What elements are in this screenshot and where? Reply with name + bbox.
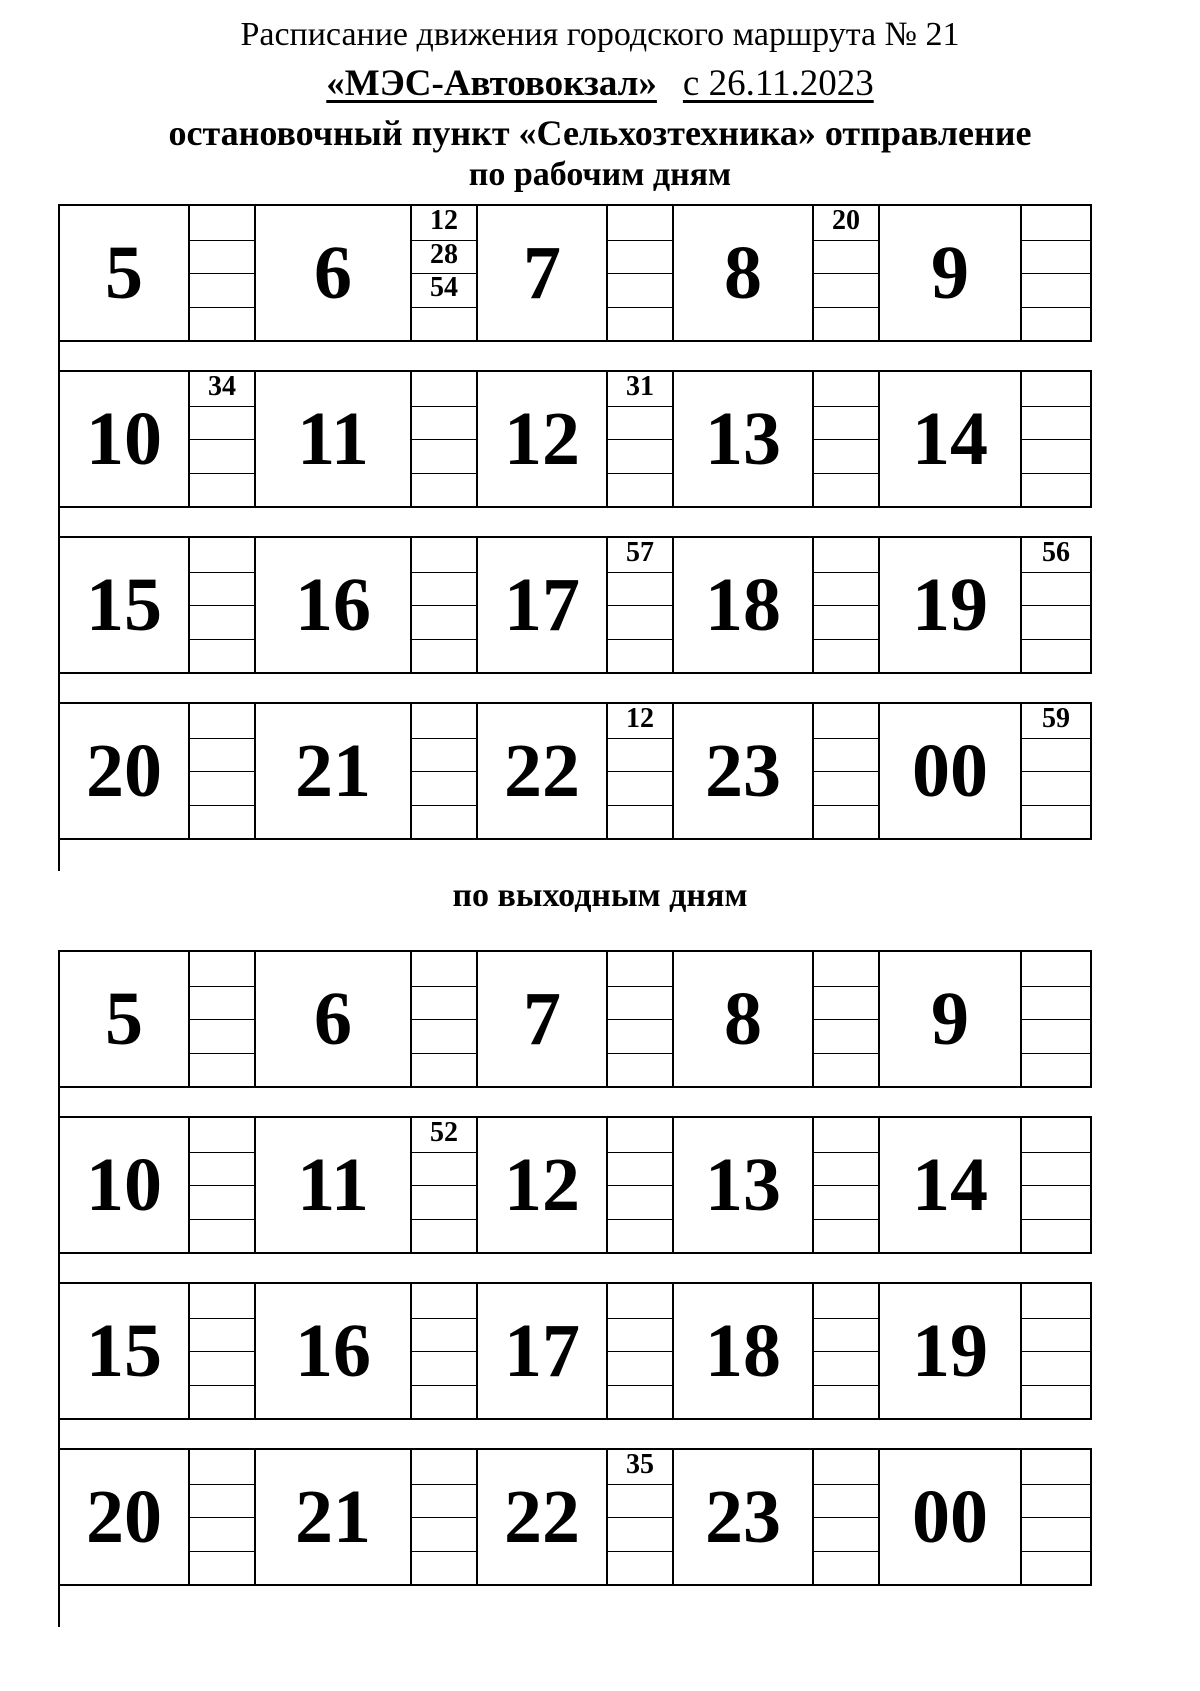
minutes-cell: [412, 702, 478, 840]
minute-slot-divider: [412, 572, 476, 573]
minutes-cell: [1022, 1116, 1092, 1254]
weekday-row: [60, 204, 1156, 342]
departure-minute: 56: [1042, 537, 1070, 568]
minute-slot-divider: [814, 1517, 878, 1518]
hour-cell: 9: [880, 950, 1022, 1088]
minute-slot-divider: [190, 1484, 254, 1485]
minute-slot-divider: [608, 572, 672, 573]
minute-slot-divider: [412, 1385, 476, 1386]
hour-cell: 14: [880, 1116, 1022, 1254]
minute-slot-divider: [814, 1385, 878, 1386]
minutes-cell: [814, 1116, 880, 1254]
minute-slot-divider: [412, 771, 476, 772]
minute-slot-divider: [190, 738, 254, 739]
minute-slot-divider: [1022, 273, 1090, 274]
minute-slot-divider: [412, 473, 476, 474]
minutes-cell: [190, 536, 256, 674]
minute-slot-divider: [608, 1351, 672, 1352]
minute-slot-divider: [1022, 605, 1090, 606]
hour-cell: 20: [60, 702, 190, 840]
minute-slot-divider: [1022, 406, 1090, 407]
minute-slot-divider: [190, 473, 254, 474]
hour-cell: 13: [674, 1116, 814, 1254]
minutes-cell: [608, 1282, 674, 1420]
minute-slot-divider: [412, 439, 476, 440]
minutes-cell: [814, 1282, 880, 1420]
hour-cell: 11: [256, 370, 412, 508]
minute-slot-divider: [412, 805, 476, 806]
hour-cell: 16: [256, 1282, 412, 1420]
minute-slot-divider: [190, 1152, 254, 1153]
minutes-cell: [814, 702, 880, 840]
minute-slot-divider: [190, 1517, 254, 1518]
minute-slot-divider: [608, 1385, 672, 1386]
minute-slot-divider: [608, 1185, 672, 1186]
minute-slot-divider: [1022, 771, 1090, 772]
minute-slot-divider: [814, 1053, 878, 1054]
hour-cell: 23: [674, 702, 814, 840]
minute-slot-divider: [1022, 1551, 1090, 1552]
minute-slot-divider: [190, 1185, 254, 1186]
minute-slot-divider: [608, 1019, 672, 1020]
departure-minute: 20: [832, 205, 860, 236]
minute-slot-divider: [608, 605, 672, 606]
minute-slot-divider: [190, 1053, 254, 1054]
minutes-cell: [190, 702, 256, 840]
minute-slot-divider: [608, 771, 672, 772]
minute-slot-divider: [1022, 307, 1090, 308]
hour-cell: 22: [478, 1448, 608, 1586]
minutes-cell: [1022, 1282, 1092, 1420]
departure-minute: 28: [430, 239, 458, 270]
minutes-cell: [190, 950, 256, 1088]
minutes-cell: [190, 370, 256, 508]
minute-slot-divider: [190, 240, 254, 241]
minute-slot-divider: [412, 406, 476, 407]
minute-slot-divider: [608, 1219, 672, 1220]
minute-slot-divider: [190, 805, 254, 806]
minute-slot-divider: [412, 1351, 476, 1352]
minute-slot-divider: [190, 406, 254, 407]
minutes-cell: [1022, 702, 1092, 840]
minute-slot-divider: [814, 307, 878, 308]
minute-slot-divider: [412, 1219, 476, 1220]
minute-slot-divider: [190, 439, 254, 440]
hour-cell: 20: [60, 1448, 190, 1586]
minute-slot-divider: [814, 1185, 878, 1186]
hour-cell: 17: [478, 536, 608, 674]
weekend-row: [60, 1116, 1156, 1254]
hour-cell: 15: [60, 536, 190, 674]
minutes-cell: [412, 370, 478, 508]
weekdays-label: по рабочим дням: [468, 156, 732, 193]
minute-slot-divider: [1022, 805, 1090, 806]
minutes-cell: [608, 702, 674, 840]
minutes-cell: [412, 204, 478, 342]
minute-slot-divider: [412, 639, 476, 640]
hour-cell: 6: [256, 950, 412, 1088]
minute-slot-divider: [814, 605, 878, 606]
departure-minute: 59: [1042, 703, 1070, 734]
minute-slot-divider: [814, 639, 878, 640]
minute-slot-divider: [814, 406, 878, 407]
minute-slot-divider: [190, 605, 254, 606]
minute-slot-divider: [412, 605, 476, 606]
minute-slot-divider: [814, 771, 878, 772]
minutes-cell: [608, 1116, 674, 1254]
minutes-cell: [412, 1448, 478, 1586]
hour-cell: 8: [674, 204, 814, 342]
minute-slot-divider: [412, 1185, 476, 1186]
minutes-cell: [814, 536, 880, 674]
hour-cell: 22: [478, 702, 608, 840]
hour-cell: 21: [256, 702, 412, 840]
hour-cell: 9: [880, 204, 1022, 342]
weekday-row: [60, 702, 1156, 840]
effective-date: с 26.11.2023: [682, 63, 874, 104]
minute-slot-divider: [1022, 1385, 1090, 1386]
minute-slot-divider: [412, 738, 476, 739]
minutes-cell: [190, 1116, 256, 1254]
minute-slot-divider: [412, 1551, 476, 1552]
hour-cell: 12: [478, 370, 608, 508]
minute-slot-divider: [190, 1351, 254, 1352]
minute-slot-divider: [814, 1318, 878, 1319]
minute-slot-divider: [190, 639, 254, 640]
weekends-label: по выходным дням: [452, 877, 748, 914]
minute-slot-divider: [814, 473, 878, 474]
minute-slot-divider: [1022, 639, 1090, 640]
minute-slot-divider: [412, 1517, 476, 1518]
minute-slot-divider: [814, 1152, 878, 1153]
minute-slot-divider: [814, 1551, 878, 1552]
hour-cell: 5: [60, 204, 190, 342]
minute-slot-divider: [608, 1484, 672, 1485]
departure-minute: 34: [208, 371, 236, 402]
minutes-cell: [190, 1282, 256, 1420]
weekend-row: [60, 1448, 1156, 1586]
departure-minute: 35: [626, 1449, 654, 1480]
hour-cell: 16: [256, 536, 412, 674]
minutes-cell: [412, 1116, 478, 1254]
minutes-cell: [412, 1282, 478, 1420]
minute-slot-divider: [190, 986, 254, 987]
minute-slot-divider: [608, 1152, 672, 1153]
minute-slot-divider: [1022, 1351, 1090, 1352]
minute-slot-divider: [814, 273, 878, 274]
weekend-timetable: [60, 950, 1156, 1627]
minute-slot-divider: [190, 771, 254, 772]
minute-slot-divider: [1022, 473, 1090, 474]
hour-cell: 23: [674, 1448, 814, 1586]
minute-slot-divider: [814, 572, 878, 573]
minute-slot-divider: [608, 240, 672, 241]
minute-slot-divider: [412, 986, 476, 987]
minute-slot-divider: [412, 1318, 476, 1319]
hour-cell: 10: [60, 370, 190, 508]
minute-slot-divider: [190, 1219, 254, 1220]
weekday-row: [60, 370, 1156, 508]
hour-cell: 18: [674, 1282, 814, 1420]
minute-slot-divider: [608, 1517, 672, 1518]
minutes-cell: [1022, 536, 1092, 674]
hour-cell: 13: [674, 370, 814, 508]
minutes-cell: [1022, 1448, 1092, 1586]
minute-slot-divider: [1022, 572, 1090, 573]
minute-slot-divider: [814, 439, 878, 440]
minute-slot-divider: [190, 1551, 254, 1552]
minute-slot-divider: [608, 1551, 672, 1552]
hour-cell: 7: [478, 204, 608, 342]
departure-minute: 31: [626, 371, 654, 402]
minute-slot-divider: [814, 1351, 878, 1352]
stop-name: остановочный пункт «Сельхозтехника» отправление: [168, 113, 1032, 153]
minute-slot-divider: [608, 273, 672, 274]
route-line: [0, 62, 1200, 105]
hour-cell: 6: [256, 204, 412, 342]
minute-slot-divider: [412, 1053, 476, 1054]
hour-cell: 5: [60, 950, 190, 1088]
minute-slot-divider: [1022, 738, 1090, 739]
hour-cell: 8: [674, 950, 814, 1088]
minute-slot-divider: [608, 805, 672, 806]
minute-slot-divider: [190, 307, 254, 308]
hour-cell: 18: [674, 536, 814, 674]
minute-slot-divider: [1022, 1517, 1090, 1518]
minute-slot-divider: [412, 1019, 476, 1020]
minute-slot-divider: [190, 572, 254, 573]
minute-slot-divider: [814, 738, 878, 739]
hour-cell: 21: [256, 1448, 412, 1586]
minute-slot-divider: [608, 439, 672, 440]
minutes-cell: [608, 204, 674, 342]
hour-cell: 10: [60, 1116, 190, 1254]
minute-slot-divider: [608, 307, 672, 308]
minute-slot-divider: [1022, 1318, 1090, 1319]
minute-slot-divider: [1022, 1019, 1090, 1020]
minute-slot-divider: [412, 1484, 476, 1485]
departure-minute: 52: [430, 1117, 458, 1148]
departure-minute: 54: [430, 272, 458, 303]
minutes-cell: [814, 950, 880, 1088]
minutes-cell: [412, 950, 478, 1088]
minute-slot-divider: [608, 1053, 672, 1054]
minute-slot-divider: [814, 1019, 878, 1020]
minute-slot-divider: [814, 240, 878, 241]
minute-slot-divider: [1022, 1185, 1090, 1186]
weekday-timetable: [60, 204, 1156, 871]
minutes-cell: [814, 1448, 880, 1586]
weekday-row: [60, 536, 1156, 674]
minute-slot-divider: [190, 1318, 254, 1319]
hour-cell: 17: [478, 1282, 608, 1420]
minute-slot-divider: [608, 738, 672, 739]
hour-cell: 00: [880, 1448, 1022, 1586]
hour-cell: 19: [880, 1282, 1022, 1420]
route-name: «МЭС-Автовокзал»: [326, 63, 657, 104]
hour-cell: 00: [880, 702, 1022, 840]
hour-cell: 14: [880, 370, 1022, 508]
departure-minute: 57: [626, 537, 654, 568]
minutes-cell: [190, 1448, 256, 1586]
minutes-cell: [814, 204, 880, 342]
minute-slot-divider: [1022, 1053, 1090, 1054]
minute-slot-divider: [1022, 439, 1090, 440]
minute-slot-divider: [190, 1385, 254, 1386]
hour-cell: 12: [478, 1116, 608, 1254]
hour-cell: 11: [256, 1116, 412, 1254]
hour-cell: 19: [880, 536, 1022, 674]
minutes-cell: [412, 536, 478, 674]
departure-minute: 12: [430, 205, 458, 236]
minute-slot-divider: [1022, 1219, 1090, 1220]
minutes-cell: [1022, 950, 1092, 1088]
minute-slot-divider: [608, 986, 672, 987]
minutes-cell: [608, 1448, 674, 1586]
departure-minute: 12: [626, 703, 654, 734]
minutes-cell: [608, 536, 674, 674]
minutes-cell: [608, 370, 674, 508]
minute-slot-divider: [1022, 240, 1090, 241]
minute-slot-divider: [412, 307, 476, 308]
hour-cell: 15: [60, 1282, 190, 1420]
minute-slot-divider: [1022, 986, 1090, 987]
minute-slot-divider: [608, 1318, 672, 1319]
minute-slot-divider: [814, 1219, 878, 1220]
minutes-cell: [1022, 204, 1092, 342]
minute-slot-divider: [1022, 1152, 1090, 1153]
minute-slot-divider: [608, 406, 672, 407]
minute-slot-divider: [412, 1152, 476, 1153]
minute-slot-divider: [1022, 1484, 1090, 1485]
minute-slot-divider: [608, 473, 672, 474]
minutes-cell: [814, 370, 880, 508]
minutes-cell: [1022, 370, 1092, 508]
weekend-row: [60, 950, 1156, 1088]
minute-slot-divider: [608, 639, 672, 640]
minute-slot-divider: [814, 986, 878, 987]
minutes-cell: [190, 204, 256, 342]
minute-slot-divider: [190, 273, 254, 274]
hour-cell: 7: [478, 950, 608, 1088]
weekend-row: [60, 1282, 1156, 1420]
minute-slot-divider: [814, 1484, 878, 1485]
minute-slot-divider: [190, 1019, 254, 1020]
minute-slot-divider: [814, 805, 878, 806]
schedule-title: Расписание движения городского маршрута № 21: [240, 16, 960, 53]
minutes-cell: [608, 950, 674, 1088]
